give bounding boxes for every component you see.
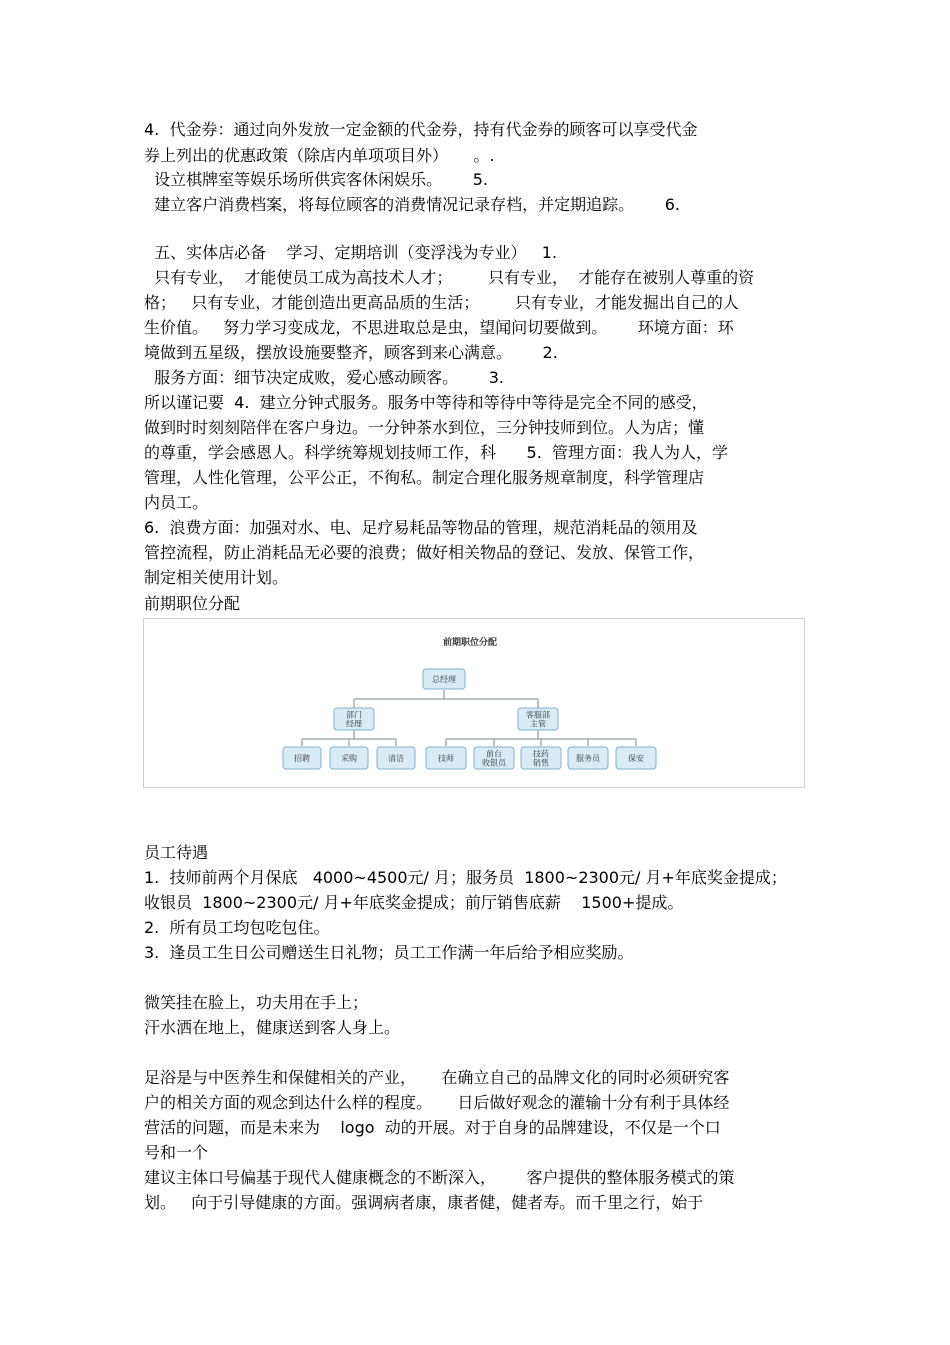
org-chart-title: 前期职位分配 [442, 638, 498, 648]
org-node-manager [334, 708, 374, 730]
text-line: 制定相关使用计划。 [144, 568, 289, 587]
org-node-staff [283, 747, 321, 769]
text-line: 6. 浪费方面：加强对水、电、足疗易耗品等物品的管理，规范消耗品的领用及 [144, 518, 698, 537]
text-line: 前期职位分配 [144, 594, 241, 613]
org-node-manager-label: 部门 [346, 710, 362, 720]
text-line: 生价值。 努力学习变成龙，不思进取总是虫，望闻问切要做到。 环境方面：环 [144, 318, 734, 337]
text-line: 1. 技师前两个月保底 4000~4500元/ 月；服务员 1800~2300元/ 月+年底奖金提成； [144, 868, 787, 887]
text-line: 户的相关方面的观念到达什么样的程度。 日后做好观念的灌输十分有利于具体经 [144, 1093, 730, 1112]
text-line: 员工待遇 [144, 843, 209, 862]
text-line: 五、实体店必备 学习、定期培训（变浮浅为专业） 1. [144, 243, 558, 262]
org-chart-svg [144, 619, 804, 787]
org-node-root-label: 总经理 [432, 675, 456, 684]
text-line: 2. 所有员工均包吃包住。 [144, 918, 330, 937]
text-line: 收银员 1800~2300元/ 月+年底奖金提成；前厅销售底薪 1500+提成。 [144, 893, 684, 912]
text-line: 内员工。 [144, 493, 209, 512]
org-node-staff-label: 收银员 [482, 758, 506, 768]
text-line: 管理，人性化管理，公平公正，不徇私。制定合理化服务规章制度，科学管理店 [144, 468, 705, 487]
org-node-manager [518, 708, 558, 730]
org-node-staff-label: 服务员 [576, 754, 600, 763]
org-node-staff-label: 清洁 [388, 754, 404, 763]
text-line: 3. 逢员工生日公司赠送生日礼物；员工工作满一年后给予相应奖励。 [144, 943, 634, 962]
text-line: 所以谨记要 4. 建立分钟式服务。服务中等待和等待中等待是完全不同的感受， [144, 393, 708, 412]
text-line: 足浴是与中医养生和保健相关的产业， 在确立自己的品牌文化的同时必须研究客 [144, 1068, 730, 1087]
org-node-manager-label: 客服部 [526, 710, 550, 720]
text-line: 境做到五星级，摆放设施要整齐，顾客到来心满意。 2. [144, 343, 558, 362]
text-line: 的尊重，学会感恩人。科学统筹规划技师工作，科 5. 管理方面：我人为人，学 [144, 443, 728, 462]
org-node-staff-label: 采购 [341, 754, 357, 763]
org-node-staff [616, 747, 656, 769]
text-line: 号和一个 [144, 1143, 209, 1162]
text-line: 设立棋牌室等娱乐场所供宾客休闲娱乐。 5. [144, 170, 488, 189]
text-line: 格； 只有专业，才能创造出更高品质的生活； 只有专业，才能发掘出自己的人 [144, 293, 739, 312]
org-node-staff [568, 747, 608, 769]
text-line: 服务方面：细节决定成败，爱心感动顾客。 3. [144, 368, 504, 387]
org-node-manager-label: 经理 [346, 719, 362, 729]
text-line: 4. 代金券：通过向外发放一定金额的代金券，持有代金券的顾客可以享受代金 [144, 120, 698, 139]
text-line: 划。 向于引导健康的方面。强调病者康，康者健，健者寿。而千里之行，始于 [144, 1193, 704, 1212]
org-node-root [423, 669, 465, 689]
text-line: 汗水洒在地上，健康送到客人身上。 [144, 1018, 401, 1037]
text-line: 管控流程，防止消耗品无必要的浪费；做好相关物品的登记、发放、保管工作， [144, 543, 705, 562]
text-line: 券上列出的优惠政策（除店内单项项目外） 。. [144, 146, 495, 165]
org-node-staff-label: 招聘 [294, 754, 310, 763]
org-node-staff-label: 保安 [628, 754, 644, 763]
org-node-staff [521, 747, 561, 769]
text-line: 营活的问题，而是未来为 logo 动的开展。对于自身的品牌建设，不仅是一个口 [144, 1118, 721, 1137]
org-node-staff [330, 747, 368, 769]
text-line: 建议主体口号偏基于现代人健康概念的不断深入， 客户提供的整体服务模式的策 [144, 1168, 735, 1187]
text-line: 做到时时刻刻陪伴在客户身边。一分钟茶水到位，三分钟技师到位。人为店；懂 [144, 418, 705, 437]
org-node-staff-label: 前台 [486, 749, 502, 759]
org-node-staff-label: 技药 [533, 749, 549, 759]
org-node-staff-label: 技师 [438, 754, 454, 763]
org-chart [143, 618, 805, 788]
org-node-staff-label: 销售 [533, 758, 549, 768]
org-node-staff [474, 747, 514, 769]
text-line: 微笑挂在脸上，功夫用在手上； [144, 993, 369, 1012]
org-node-manager-label: 主管 [530, 719, 546, 729]
text-line: 只有专业， 才能使员工成为高技术人才； 只有专业， 才能存在被别人尊重的资 [144, 268, 755, 287]
text-line: 建立客户消费档案，将每位顾客的消费情况记录存档，并定期追踪。 6. [144, 195, 680, 214]
org-node-staff [426, 747, 466, 769]
org-node-staff [377, 747, 415, 769]
